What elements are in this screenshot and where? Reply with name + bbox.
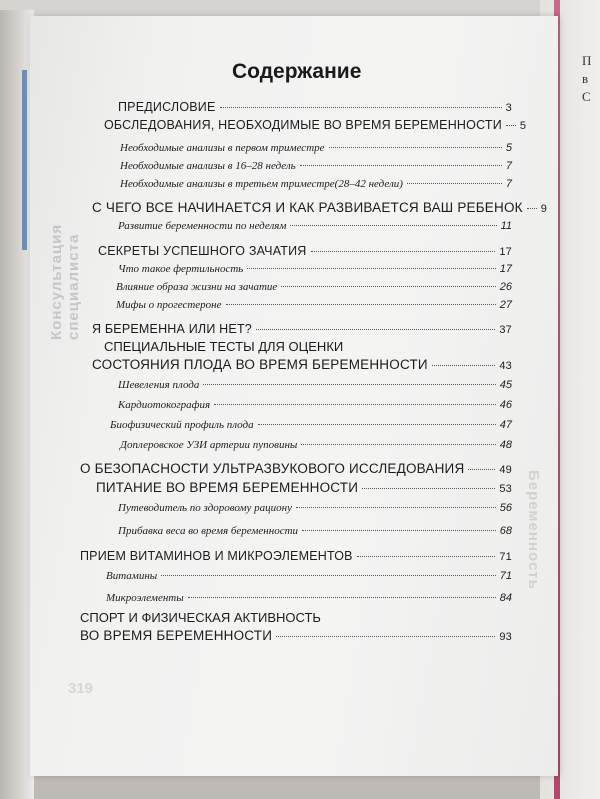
- toc-subentry[interactable]: Биофизический профиль плода 47: [110, 419, 512, 431]
- toc-entry[interactable]: ПИТАНИЕ ВО ВРЕМЯ БЕРЕМЕННОСТИ 53: [96, 480, 512, 495]
- toc-entry[interactable]: С ЧЕГО ВСЕ НАЧИНАЕТСЯ И КАК РАЗВИВАЕТСЯ ВАШ РЕБЕНОК 9: [92, 200, 548, 215]
- toc-subentry[interactable]: Кардиотокография 46: [118, 399, 512, 411]
- toc-entry[interactable]: СЕКРЕТЫ УСПЕШНОГО ЗАЧАТИЯ 17: [98, 244, 512, 258]
- toc-entry[interactable]: ВО ВРЕМЯ БЕРЕМЕННОСТИ 93: [80, 628, 512, 643]
- toc-subentry[interactable]: Шевеления плода 45: [118, 379, 512, 391]
- toc-subentry[interactable]: Витамины 71: [106, 570, 512, 582]
- toc-subentry[interactable]: Прибавка веса во время беременности 68: [118, 525, 512, 537]
- book-cover-edge: [0, 10, 34, 799]
- toc-entry[interactable]: О БЕЗОПАСНОСТИ УЛЬТРАЗВУКОВОГО ИССЛЕДОВАНИЯ 49: [80, 461, 512, 476]
- bleed-through-page-number: 319: [68, 680, 94, 697]
- toc-subentry[interactable]: Влияние образа жизни на зачатие 26: [116, 281, 512, 293]
- toc-entry-line1: СПОРТ И ФИЗИЧЕСКАЯ АКТИВНОСТЬ: [80, 610, 321, 625]
- toc-entry[interactable]: Я БЕРЕМЕННА ИЛИ НЕТ? 37: [92, 322, 512, 336]
- bleed-through-text-left: Консультация специалиста: [48, 223, 82, 340]
- next-page-text: П в С: [582, 53, 592, 104]
- toc-subentry[interactable]: Микроэлементы 84: [106, 592, 512, 604]
- toc-subentry[interactable]: Путеводитель по здоровому рациону 56: [118, 502, 512, 514]
- toc-subentry[interactable]: Развитие беременности по неделям 11: [118, 220, 512, 232]
- toc-subentry[interactable]: Необходимые анализы в первом триместре 5: [120, 142, 512, 154]
- toc-entry[interactable]: ПРЕДИСЛОВИЕ 3: [118, 100, 512, 114]
- toc-subentry[interactable]: Мифы о прогестероне 27: [116, 299, 512, 311]
- toc-entry[interactable]: СОСТОЯНИЯ ПЛОДА ВО ВРЕМЯ БЕРЕМЕННОСТИ 43: [92, 357, 512, 372]
- toc-subentry[interactable]: Необходимые анализы в 16–28 недель 7: [120, 160, 512, 172]
- toc-entry-line1: СПЕЦИАЛЬНЫЕ ТЕСТЫ ДЛЯ ОЦЕНКИ: [104, 339, 344, 354]
- page-title: Содержание: [232, 60, 362, 83]
- toc-subentry[interactable]: Необходимые анализы в третьем триместре(28–42 недели) 7: [120, 178, 512, 190]
- toc-subentry[interactable]: Доплеровское УЗИ артерии пуповины 48: [120, 439, 512, 451]
- toc-entry[interactable]: ПРИЕМ ВИТАМИНОВ И МИКРОЭЛЕМЕНТОВ 71: [80, 549, 512, 563]
- toc-entry[interactable]: ОБСЛЕДОВАНИЯ, НЕОБХОДИМЫЕ ВО ВРЕМЯ БЕРЕМЕННОСТИ 5: [104, 118, 527, 132]
- bleed-through-text-right: Беременность: [525, 470, 542, 590]
- cover-accent: [22, 70, 27, 250]
- toc-subentry[interactable]: Что такое фертильность 17: [118, 263, 512, 275]
